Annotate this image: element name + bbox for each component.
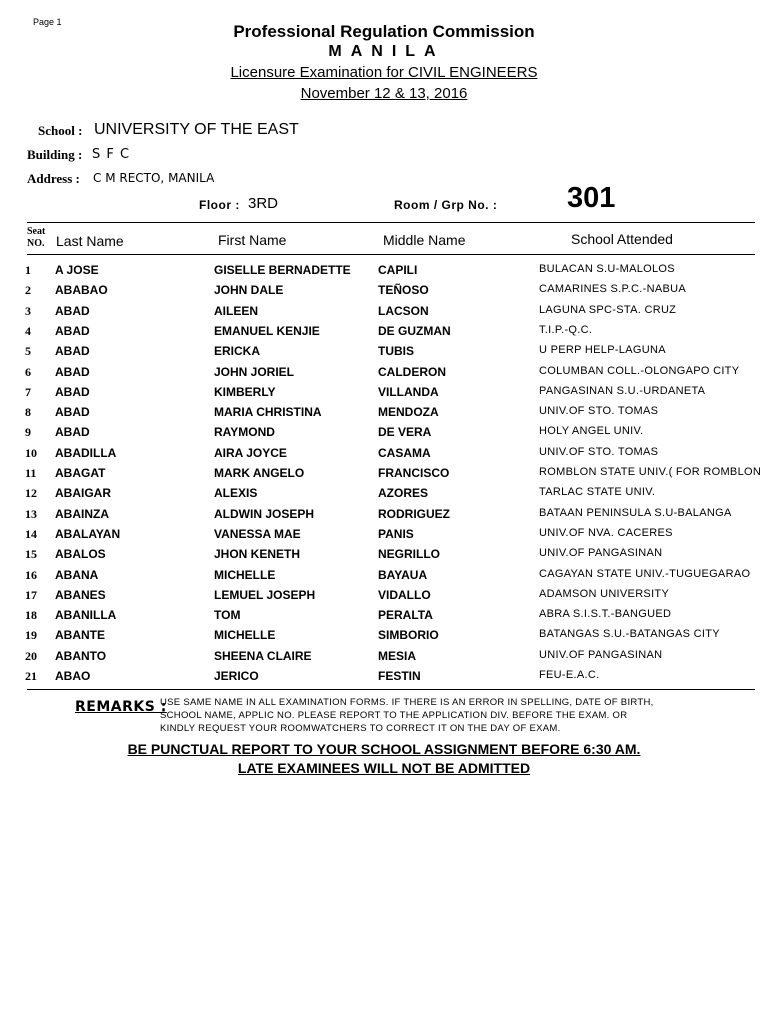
first-name-cell: JOHN JORIEL xyxy=(214,364,295,379)
seat-cell: 16 xyxy=(25,567,37,582)
school-cell: BATANGAS S.U.-BATANGAS CITY xyxy=(539,628,720,641)
school-cell: ABRA S.I.S.T.-BANGUED xyxy=(539,608,672,621)
school-cell: FEU-E.A.C. xyxy=(539,669,600,681)
middle-name-cell: PANIS xyxy=(378,526,414,541)
seat-header-line1: Seat xyxy=(27,226,46,237)
last-name-cell: ABALAYAN xyxy=(55,526,121,541)
table-row xyxy=(0,547,768,567)
last-name-cell: ABABAO xyxy=(55,283,108,298)
first-name-cell: TOM xyxy=(214,608,241,623)
seat-cell: 8 xyxy=(25,405,31,420)
table-top-rule xyxy=(27,222,755,223)
city-heading: MANILA xyxy=(328,43,445,60)
table-row xyxy=(0,486,768,506)
middle-name-cell: FESTIN xyxy=(378,669,421,683)
table-row xyxy=(0,263,768,283)
seat-cell: 20 xyxy=(25,648,37,663)
table-row xyxy=(0,568,768,588)
middle-name-cell: SIMBORIO xyxy=(378,628,439,643)
seat-cell: 2 xyxy=(25,283,31,298)
room-number: 301 xyxy=(567,182,616,214)
seat-cell: 9 xyxy=(25,425,31,440)
building-value: S F C xyxy=(92,147,131,162)
exam-date: November 12 & 13, 2016 xyxy=(300,85,468,102)
seat-cell: 5 xyxy=(25,344,31,359)
first-name-cell: GISELLE BERNADETTE xyxy=(214,263,351,277)
table-row xyxy=(0,507,768,527)
school-cell: UNIV.OF NVA. CACERES xyxy=(539,526,673,539)
middle-name-cell: CAPILI xyxy=(378,263,418,277)
middle-name-cell: CALDERON xyxy=(378,364,446,379)
header-bottom-rule xyxy=(27,254,755,255)
school-attended-header: School Attended xyxy=(571,231,673,247)
exam-title: Licensure Examination for CIVIL ENGINEERS xyxy=(230,64,538,81)
last-name-cell: ABAD xyxy=(55,425,90,440)
first-name-cell: ALEXIS xyxy=(214,486,258,501)
remarks-text xyxy=(160,696,700,735)
first-name-cell: MARK ANGELO xyxy=(214,466,305,480)
last-name-cell: ABAIGAR xyxy=(55,486,111,501)
first-name-cell: JERICO xyxy=(214,669,259,683)
middle-name-cell: DE GUZMAN xyxy=(378,323,451,338)
first-name-cell: LEMUEL JOSEPH xyxy=(214,587,316,602)
middle-name-cell: FRANCISCO xyxy=(378,466,450,480)
seat-cell: 7 xyxy=(25,384,31,399)
table-row xyxy=(0,446,768,466)
last-name-cell: ABAD xyxy=(55,323,90,338)
seat-cell: 13 xyxy=(25,506,37,521)
table-row xyxy=(0,283,768,303)
last-name-cell: ABALOS xyxy=(55,547,106,562)
first-name-cell: MICHELLE xyxy=(214,567,276,582)
remarks-line: KINDLY REQUEST YOUR ROOMWATCHERS TO CORRECT IT ON THE DAY OF EXAM. xyxy=(160,723,561,734)
first-name-cell: JHON KENETH xyxy=(214,547,301,562)
middle-name-cell: CASAMA xyxy=(378,445,431,460)
school-cell: LAGUNA SPC-STA. CRUZ xyxy=(539,303,677,316)
seat-cell: 4 xyxy=(25,323,31,338)
last-name-cell: ABANA xyxy=(55,567,99,582)
seat-cell: 21 xyxy=(25,669,37,683)
table-row xyxy=(0,304,768,324)
school-cell: HOLY ANGEL UNIV. xyxy=(539,425,644,438)
first-name-cell: AIRA JOYCE xyxy=(214,445,287,460)
punctuality-notice: BE PUNCTUAL REPORT TO YOUR SCHOOL ASSIGNMENT BEFORE 6:30 AM. xyxy=(127,741,641,757)
school-cell: U PERP HELP-LAGUNA xyxy=(539,344,666,357)
table-row xyxy=(0,466,768,486)
school-cell: BULACAN S.U-MALOLOS xyxy=(539,263,675,275)
building-label: Building : xyxy=(27,147,83,162)
first-name-cell: VANESSA MAE xyxy=(214,526,301,541)
middle-name-cell: NEGRILLO xyxy=(378,547,440,562)
middle-name-cell: AZORES xyxy=(378,486,429,501)
school-cell: COLUMBAN COLL.-OLONGAPO CITY xyxy=(539,364,740,377)
seat-cell: 10 xyxy=(25,445,37,460)
middle-name-header: Middle Name xyxy=(383,232,466,248)
school-label: School : xyxy=(38,123,83,138)
school-cell: CAGAYAN STATE UNIV.-TUGUEGARAO xyxy=(539,567,751,580)
seat-cell: 1 xyxy=(25,263,31,277)
page-label: Page 1 xyxy=(33,17,62,27)
seat-no-header xyxy=(27,226,45,250)
last-name-cell: ABAD xyxy=(55,384,90,399)
last-name-cell: A JOSE xyxy=(55,263,99,277)
table-row xyxy=(0,385,768,405)
first-name-cell: KIMBERLY xyxy=(214,384,276,399)
first-name-cell: EMANUEL KENJIE xyxy=(214,323,320,338)
seat-cell: 19 xyxy=(25,628,37,643)
table-row xyxy=(0,405,768,425)
table-row xyxy=(0,365,768,385)
table-row xyxy=(0,649,768,669)
last-name-cell: ABAD xyxy=(55,364,90,379)
school-cell: CAMARINES S.P.C.-NABUA xyxy=(539,283,686,296)
last-name-cell: ABAINZA xyxy=(55,506,109,521)
first-name-cell: ALDWIN JOSEPH xyxy=(214,506,315,521)
seat-cell: 6 xyxy=(25,364,31,379)
middle-name-cell: TUBIS xyxy=(378,344,414,359)
document-title: Professional Regulation Commission xyxy=(233,22,535,41)
school-cell: ROMBLON STATE UNIV.( FOR ROMBLON xyxy=(539,466,762,478)
first-name-cell: AILEEN xyxy=(214,303,259,318)
first-name-cell: JOHN DALE xyxy=(214,283,284,298)
first-name-cell: ERICKA xyxy=(214,344,261,359)
late-notice: LATE EXAMINEES WILL NOT BE ADMITTED xyxy=(237,760,531,776)
last-name-cell: ABANTO xyxy=(55,648,107,663)
school-cell: ADAMSON UNIVERSITY xyxy=(539,587,670,600)
table-row xyxy=(0,527,768,547)
last-name-cell: ABAGAT xyxy=(55,466,106,480)
middle-name-cell: LACSON xyxy=(378,303,429,318)
seat-cell: 12 xyxy=(25,486,37,501)
table-row xyxy=(0,628,768,648)
school-cell: UNIV.OF STO. TOMAS xyxy=(539,445,659,458)
table-row xyxy=(0,324,768,344)
middle-name-cell: VILLANDA xyxy=(378,384,439,399)
school-cell: BATAAN PENINSULA S.U-BALANGA xyxy=(539,506,732,519)
school-cell: UNIV.OF PANGASINAN xyxy=(539,547,663,560)
last-name-cell: ABAO xyxy=(55,669,91,683)
last-name-cell: ABANTE xyxy=(55,628,105,643)
room-label: Room / Grp No. : xyxy=(394,198,498,212)
last-name-cell: ABANILLA xyxy=(55,608,117,623)
last-name-cell: ABANES xyxy=(55,587,106,602)
middle-name-cell: BAYAUA xyxy=(378,567,428,582)
school-cell: T.I.P.-Q.C. xyxy=(539,323,593,336)
remarks-line: USE SAME NAME IN ALL EXAMINATION FORMS. IF THERE IS AN ERROR IN SPELLING, DATE OF BIRTH, xyxy=(160,697,654,708)
school-cell: UNIV.OF STO. TOMAS xyxy=(539,405,659,418)
address-value: C M RECTO, MANILA xyxy=(93,171,215,185)
first-name-header: First Name xyxy=(218,232,287,248)
table-bottom-rule xyxy=(27,689,755,690)
first-name-cell: MICHELLE xyxy=(214,628,276,643)
seat-cell: 14 xyxy=(25,526,37,541)
school-value: UNIVERSITY OF THE EAST xyxy=(94,121,299,138)
school-cell: PANGASINAN S.U.-URDANETA xyxy=(539,384,706,397)
middle-name-cell: PERALTA xyxy=(378,608,433,623)
table-row xyxy=(0,344,768,364)
remarks-line: SCHOOL NAME, APPLIC NO. PLEASE REPORT TO THE APPLICATION DIV. BEFORE THE EXAM. OR xyxy=(160,710,628,721)
middle-name-cell: TEÑOSO xyxy=(378,283,429,298)
last-name-header: Last Name xyxy=(56,233,124,249)
middle-name-cell: MESIA xyxy=(378,648,417,663)
middle-name-cell: MENDOZA xyxy=(378,405,439,420)
floor-label: Floor : xyxy=(199,198,240,212)
seat-header-line2: NO. xyxy=(27,238,45,249)
middle-name-cell: DE VERA xyxy=(378,425,432,440)
first-name-cell: SHEENA CLAIRE xyxy=(214,648,312,663)
seat-cell: 17 xyxy=(25,587,37,602)
seat-cell: 15 xyxy=(25,547,37,562)
table-row xyxy=(0,669,768,689)
last-name-cell: ABAD xyxy=(55,344,90,359)
table-row xyxy=(0,588,768,608)
first-name-cell: MARIA CHRISTINA xyxy=(214,405,322,420)
last-name-cell: ABADILLA xyxy=(55,445,117,460)
last-name-cell: ABAD xyxy=(55,405,90,420)
middle-name-cell: RODRIGUEZ xyxy=(378,506,450,521)
seat-cell: 11 xyxy=(25,466,37,480)
seat-cell: 18 xyxy=(25,608,37,623)
school-cell: UNIV.OF PANGASINAN xyxy=(539,648,663,661)
table-row xyxy=(0,608,768,628)
school-cell: TARLAC STATE UNIV. xyxy=(539,486,656,499)
seat-cell: 3 xyxy=(25,303,31,318)
floor-value: 3RD xyxy=(248,195,279,212)
middle-name-cell: VIDALLO xyxy=(378,587,431,602)
table-row xyxy=(0,425,768,445)
address-label: Address : xyxy=(27,171,80,186)
first-name-cell: RAYMOND xyxy=(214,425,275,440)
remarks-label: REMARKS : xyxy=(75,699,167,715)
last-name-cell: ABAD xyxy=(55,303,90,318)
